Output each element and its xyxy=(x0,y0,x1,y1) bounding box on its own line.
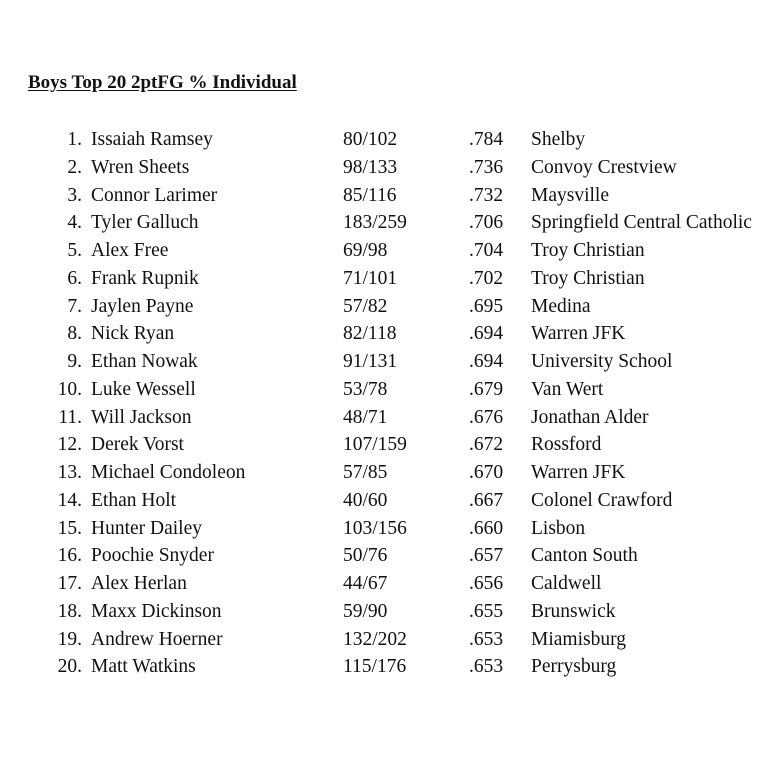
list-item xyxy=(0,239,778,267)
rank-number: 4. xyxy=(67,212,82,234)
list-item xyxy=(0,517,778,545)
percentage: .702 xyxy=(469,267,504,289)
player-name: Connor Larimer xyxy=(91,184,218,206)
player-name: Michael Condoleon xyxy=(91,462,246,483)
list-item xyxy=(0,544,778,572)
made-attempted: 53/78 xyxy=(343,378,388,400)
school-name: Warren JFK xyxy=(531,462,626,483)
percentage: .676 xyxy=(469,406,504,428)
school-name: Troy Christian xyxy=(531,240,645,261)
school-name: Shelby xyxy=(531,129,586,150)
school-name: Rossford xyxy=(531,434,602,456)
rank-number: 1. xyxy=(67,129,82,150)
percentage: .704 xyxy=(469,240,504,261)
list-item xyxy=(0,322,778,350)
made-attempted: 80/102 xyxy=(343,129,398,150)
rank-number: 5. xyxy=(67,240,82,261)
made-attempted: 71/101 xyxy=(343,267,398,289)
school-name: Miamisburg xyxy=(531,628,626,650)
rank-number: 10. xyxy=(57,378,82,400)
percentage: .694 xyxy=(469,351,504,372)
school-name: Springfield Central Catholic xyxy=(531,212,752,234)
list-item xyxy=(0,350,778,378)
made-attempted: 85/116 xyxy=(343,184,397,206)
made-attempted: 115/176 xyxy=(343,656,407,678)
percentage: .667 xyxy=(469,489,504,511)
percentage: .679 xyxy=(469,378,504,400)
school-name: Troy Christian xyxy=(531,267,645,289)
player-name: Tyler Galluch xyxy=(91,212,199,234)
list-item xyxy=(0,489,778,517)
made-attempted: 57/85 xyxy=(343,462,388,483)
school-name: University School xyxy=(531,351,673,372)
list-item xyxy=(0,128,778,156)
school-name: Maysville xyxy=(531,184,609,206)
made-attempted: 82/118 xyxy=(343,323,397,345)
player-name: Nick Ryan xyxy=(91,323,175,345)
rank-number: 16. xyxy=(57,545,82,567)
made-attempted: 57/82 xyxy=(343,295,388,317)
rank-number: 7. xyxy=(67,295,82,317)
rank-number: 13. xyxy=(57,462,82,483)
player-name: Poochie Snyder xyxy=(91,545,214,567)
player-name: Alex Free xyxy=(91,240,169,261)
player-name: Frank Rupnik xyxy=(91,267,199,289)
player-name: Ethan Nowak xyxy=(91,351,198,372)
made-attempted: 98/133 xyxy=(343,156,398,178)
percentage: .695 xyxy=(469,295,504,317)
rank-number: 2. xyxy=(67,156,82,178)
player-name: Andrew Hoerner xyxy=(91,628,223,650)
rank-number: 12. xyxy=(57,434,82,456)
rank-number: 20. xyxy=(57,656,82,678)
percentage: .655 xyxy=(469,600,504,622)
made-attempted: 50/76 xyxy=(343,545,388,567)
percentage: .653 xyxy=(469,656,504,678)
rank-number: 6. xyxy=(67,267,82,289)
player-name: Luke Wessell xyxy=(91,378,196,400)
percentage: .656 xyxy=(469,573,504,594)
percentage: .670 xyxy=(469,462,504,483)
player-name: Ethan Holt xyxy=(91,489,177,511)
made-attempted: 91/131 xyxy=(343,351,398,372)
made-attempted: 103/156 xyxy=(343,517,407,539)
school-name: Warren JFK xyxy=(531,323,626,345)
player-name: Matt Watkins xyxy=(91,656,196,678)
page-title: Boys Top 20 2ptFG % Individual xyxy=(28,72,297,93)
rank-number: 9. xyxy=(67,351,82,372)
percentage: .653 xyxy=(469,628,504,650)
school-name: Convoy Crestview xyxy=(531,156,677,178)
list-item xyxy=(0,655,778,683)
list-item xyxy=(0,406,778,434)
percentage: .732 xyxy=(469,184,504,206)
player-name: Jaylen Payne xyxy=(91,295,194,317)
percentage: .784 xyxy=(469,129,504,150)
list-item xyxy=(0,378,778,406)
list-item xyxy=(0,572,778,600)
list-item xyxy=(0,156,778,184)
list-item xyxy=(0,628,778,656)
school-name: Medina xyxy=(531,295,591,317)
rank-number: 8. xyxy=(67,323,82,345)
player-name: Maxx Dickinson xyxy=(91,600,222,622)
percentage: .657 xyxy=(469,545,504,567)
list-item xyxy=(0,600,778,628)
percentage: .694 xyxy=(469,323,504,345)
player-name: Will Jackson xyxy=(91,406,192,428)
school-name: Colonel Crawford xyxy=(531,489,673,511)
rank-number: 19. xyxy=(57,628,82,650)
school-name: Caldwell xyxy=(531,573,602,594)
list-item xyxy=(0,211,778,239)
ranking-list xyxy=(0,128,778,683)
made-attempted: 44/67 xyxy=(343,573,388,594)
made-attempted: 48/71 xyxy=(343,406,388,428)
player-name: Wren Sheets xyxy=(91,156,190,178)
player-name: Alex Herlan xyxy=(91,573,187,594)
percentage: .660 xyxy=(469,517,504,539)
school-name: Van Wert xyxy=(531,378,604,400)
player-name: Derek Vorst xyxy=(91,434,184,456)
school-name: Perrysburg xyxy=(531,656,617,678)
list-item xyxy=(0,433,778,461)
rank-number: 3. xyxy=(67,184,82,206)
rank-number: 15. xyxy=(57,517,82,539)
list-item xyxy=(0,295,778,323)
rank-number: 14. xyxy=(57,489,82,511)
percentage: .736 xyxy=(469,156,504,178)
rank-number: 18. xyxy=(57,600,82,622)
player-name: Hunter Dailey xyxy=(91,517,203,539)
percentage: .672 xyxy=(469,434,504,456)
made-attempted: 69/98 xyxy=(343,240,388,261)
rank-number: 17. xyxy=(57,573,82,594)
list-item xyxy=(0,267,778,295)
made-attempted: 107/159 xyxy=(343,434,407,456)
made-attempted: 132/202 xyxy=(343,628,407,650)
school-name: Jonathan Alder xyxy=(531,406,649,428)
school-name: Lisbon xyxy=(531,517,586,539)
school-name: Brunswick xyxy=(531,600,616,622)
player-name: Issaiah Ramsey xyxy=(91,129,213,150)
made-attempted: 40/60 xyxy=(343,489,388,511)
list-item xyxy=(0,461,778,489)
rank-number: 11. xyxy=(58,406,82,428)
made-attempted: 59/90 xyxy=(343,600,388,622)
list-item xyxy=(0,184,778,212)
made-attempted: 183/259 xyxy=(343,212,407,234)
percentage: .706 xyxy=(469,212,504,234)
school-name: Canton South xyxy=(531,545,638,567)
